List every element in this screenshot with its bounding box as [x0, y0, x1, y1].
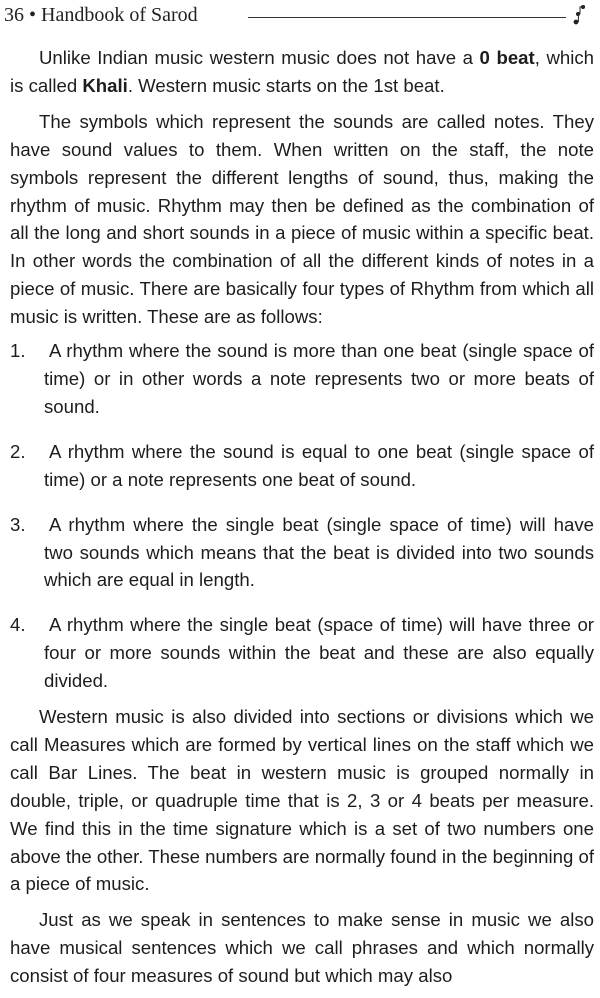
list-number: 3.: [10, 513, 26, 535]
list-item-text: A rhythm where the sound is more than one beat (single space of time) or in other words a note represents two or more beats of sound.: [44, 340, 594, 417]
list-item: [10, 337, 594, 421]
header-separator: •: [29, 4, 37, 26]
term-khali: Khali: [82, 74, 128, 96]
paragraph-phrases: Just as we speak in sentences to make sense in music we also have musical sentences which we call phrases and which normally consist of four measures of sound but which may also: [10, 909, 594, 987]
paragraph-khali: Unlike Indian music western music does not have a 0 beat, which is called Khali. Western music starts on the 1st beat.: [10, 47, 594, 96]
rhythm-types-list: [10, 337, 594, 695]
header-rule: [248, 17, 566, 18]
list-number: 4.: [10, 614, 26, 636]
musical-note-icon: [570, 4, 592, 26]
paragraph-measures: Western music is also divided into sections or divisions which we call Measures which are formed by vertical lines on the staff which we call Bar Lines. The beat in western music is grouped normally in double, triple, or quadruple time that is 2, 3 or 4 beats per measure. We find this in the time signature which is a set of two numbers one above the other. These numbers are normally found in the beginning of a piece of music.: [10, 706, 594, 895]
page-body: [10, 44, 594, 990]
list-item: [10, 511, 594, 595]
list-number: 1.: [10, 340, 26, 362]
page-number: 36: [4, 4, 24, 26]
running-head: [4, 4, 198, 27]
list-item-text: A rhythm where the sound is equal to one beat (single space of time) or a note represents one beat of sound.: [44, 440, 594, 490]
list-item-text: A rhythm where the single beat (space of time) will have three or four or more sounds within the beat and these are also equally divided.: [44, 614, 594, 692]
list-item: [10, 438, 594, 494]
paragraph-rhythm: The symbols which represent the sounds are called notes. They have sound values to them. When written on the staff, the note symbols represent the different lengths of sound, thus, making the rhythm of music. Rhythm may then be defined as the combination of all the long and short sounds in a piece of music within a specific beat. In other words the combination of all the different kinds of notes in a piece of music. There are basically four types of Rhythm from which all music is written. These are as follows:: [10, 110, 594, 328]
term-zero-beat: 0 beat: [479, 47, 535, 68]
book-title: Handbook of Sarod: [41, 4, 198, 26]
list-item-text: A rhythm where the single beat (single space of time) will have two sounds which means that the beat is divided into two sounds which are equal in length.: [44, 513, 594, 591]
list-number: 2.: [10, 440, 26, 462]
list-item: [10, 611, 594, 695]
page-header: [4, 0, 596, 30]
